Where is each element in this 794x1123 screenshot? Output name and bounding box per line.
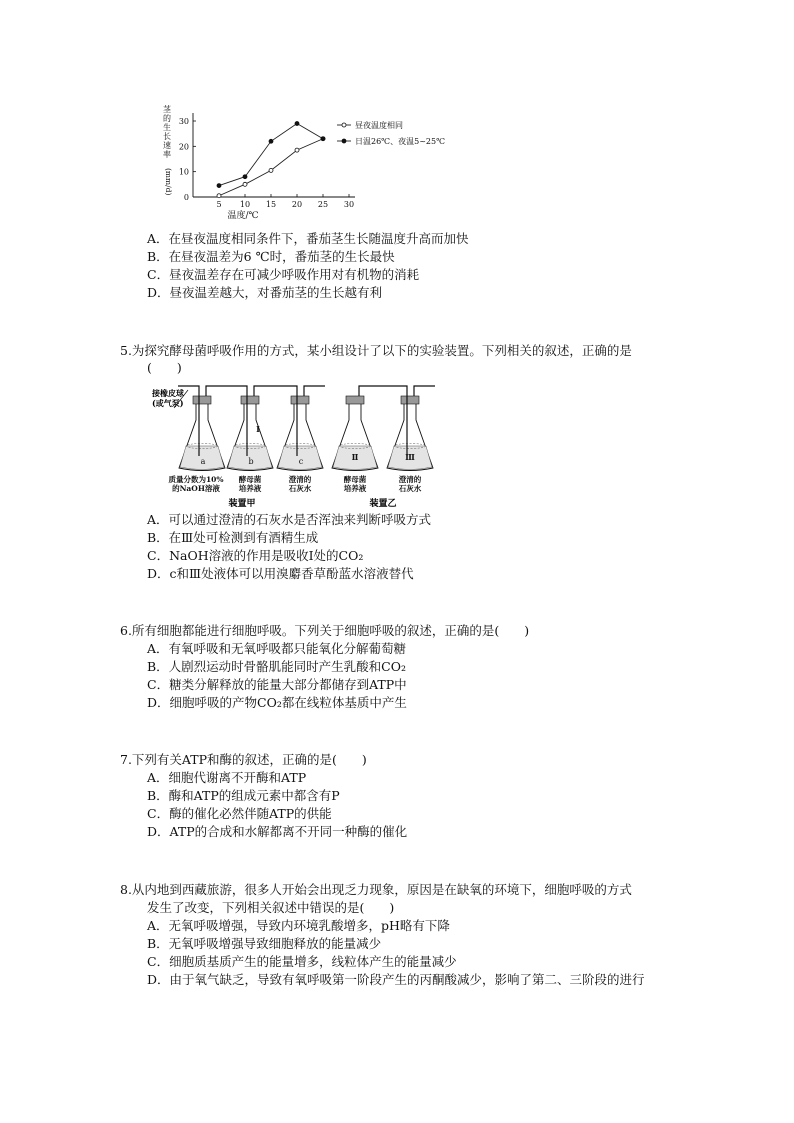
- q5-option-d: D．c和Ⅲ处液体可以用溴麝香草酚蓝水溶液替代: [147, 566, 414, 581]
- caption-4-line1: 酵母菌: [343, 475, 367, 484]
- flask-letter-b: b: [248, 457, 254, 466]
- q5-stem: 5.为探究酵母菌呼吸作用的方式，某小组设计了以下的实验装置。下列相关的叙述，正确的是: [120, 343, 632, 358]
- q6-stem: 6.所有细胞都能进行细胞呼吸。下列关于细胞呼吸的叙述，正确的是( ): [120, 623, 530, 638]
- caption-2-line1: 酵母菌: [238, 475, 262, 484]
- q4-option-c: C．昼夜温差存在可减少呼吸作用对有机物的消耗: [147, 267, 420, 282]
- series-line-1: [219, 139, 323, 196]
- q5-option-b: B．在Ⅲ处可检测到有酒精生成: [147, 530, 319, 545]
- flask-roman-2: Ⅰ: [256, 424, 260, 434]
- pump-label: 接橡皮球: [152, 388, 184, 398]
- q5-option-c: C．NaOH溶液的作用是吸收Ⅰ处的CO₂: [147, 548, 364, 563]
- stopper-4: [346, 396, 364, 404]
- flask-roman-4: Ⅱ: [351, 452, 359, 462]
- q8-option-a: A．无氧呼吸增强，导致内环境乳酸增多，pH略有下降: [147, 918, 450, 933]
- tube-c-outlet: [304, 386, 325, 396]
- pump-label-2: (或气泵): [152, 398, 184, 408]
- y-tick-label: 0: [183, 193, 189, 202]
- caption-3-line2: 石灰水: [288, 484, 312, 493]
- series-line-2: [219, 124, 323, 186]
- q7-option-b: B．酶和ATP的组成元素中都含有P: [147, 788, 340, 803]
- tube-III-outlet: [414, 386, 435, 396]
- stopper-2: [241, 396, 259, 404]
- q7-option-c: C．酶的催化必然伴随ATP的供能: [147, 806, 332, 821]
- legend-marker-1: [342, 123, 346, 127]
- series-1-point: [217, 194, 221, 198]
- x-tick-label: 20: [291, 200, 303, 209]
- x-tick-label: 5: [216, 200, 222, 209]
- series-2-point: [269, 139, 273, 143]
- group-label-jia: 装置甲: [228, 499, 256, 509]
- y-tick-label: 10: [178, 167, 189, 177]
- caption-1-line2: 的NaOH溶液: [172, 484, 220, 493]
- series-1-point: [295, 148, 299, 152]
- caption-5-line2: 石灰水: [398, 484, 422, 493]
- q4-option-a: A．在昼夜温度相同条件下，番茄茎生长随温度升高而加快: [147, 231, 469, 246]
- q6-option-d: D．细胞呼吸的产物CO₂都在线粒体基质中产生: [147, 695, 407, 710]
- q5-stem-bracket: ( ): [147, 360, 182, 375]
- q8-stem-line2: 发生了改变，下列相关叙述中错误的是( ): [147, 900, 395, 915]
- x-tick-label: 25: [317, 200, 329, 209]
- q5-option-a: A．可以通过澄清的石灰水是否浑浊来判断呼吸方式: [147, 512, 432, 527]
- flask-roman-5: Ⅲ: [405, 452, 415, 462]
- chart-series: [217, 122, 325, 198]
- chart-ylabel-unit: (mm/d): [164, 168, 173, 196]
- legend-marker-2: [342, 139, 346, 143]
- x-tick-label: 10: [239, 200, 251, 209]
- caption-1-line1: 质量分数为10%: [168, 475, 224, 484]
- caption-3-line1: 澄清的: [288, 475, 312, 484]
- x-tick-label: 30: [343, 200, 355, 209]
- y-tick-label: 20: [178, 142, 189, 152]
- series-2-point: [295, 122, 299, 126]
- caption-4-line2: 培养液: [343, 484, 367, 493]
- stopper-3: [291, 396, 309, 404]
- flask-letter-a: a: [200, 457, 206, 466]
- group-label-yi: 装置乙: [369, 499, 397, 509]
- chart-ylabel: 茎的生长速率: [163, 105, 171, 159]
- series-2-point: [217, 184, 221, 188]
- q8-option-d: D．由于氧气缺乏，导致有氧呼吸第一阶段产生的丙酮酸减少，影响了第二、三阶段的进行: [147, 972, 645, 987]
- x-tick-label: 15: [265, 200, 277, 209]
- q8-stem: 8.从内地到西藏旅游，很多人开始会出现乏力现象，原因是在缺氧的环境下，细胞呼吸的方式: [120, 882, 632, 897]
- y-tick-label: 30: [178, 117, 189, 126]
- series-1-point: [243, 182, 247, 186]
- legend-label-1: 昼夜温度相同: [355, 121, 403, 130]
- stopper-5: [401, 396, 419, 404]
- stopper-1: [193, 396, 211, 404]
- q7-option-a: A．细胞代谢离不开酶和ATP: [147, 770, 307, 785]
- q6-option-c: C．糖类分解释放的能量大部分都储存到ATP中: [147, 677, 407, 692]
- series-2-point: [321, 137, 325, 141]
- legend-label-2: 日温26℃、夜温5~25℃: [355, 137, 446, 146]
- q6-option-b: B．人剧烈运动时骨骼肌能同时产生乳酸和CO₂: [147, 659, 407, 674]
- chart-legend: [337, 120, 445, 146]
- apparatus-figure: [150, 376, 460, 510]
- caption-5-line1: 澄清的: [398, 475, 422, 484]
- q7-stem: 7.下列有关ATP和酶的叙述，正确的是( ): [120, 752, 367, 767]
- chart-axes: [179, 113, 355, 209]
- q8-option-c: C．细胞质基质产生的能量增多，线粒体产生的能量减少: [147, 954, 457, 969]
- q4-option-d: D．昼夜温差越大，对番茄茎的生长越有利: [147, 285, 383, 300]
- growth-rate-chart: [155, 104, 465, 222]
- caption-2-line2: 培养液: [238, 484, 262, 493]
- series-1-point: [269, 168, 273, 172]
- flask-letter-c: c: [298, 457, 304, 466]
- q6-option-a: A．有氧呼吸和无氧呼吸都只能氧化分解葡萄糖: [147, 641, 407, 656]
- q4-option-b: B．在昼夜温差为6 ℃时，番茄茎的生长最快: [147, 249, 395, 264]
- series-2-point: [243, 175, 247, 179]
- apparatus-flasks: [168, 386, 435, 493]
- chart-xlabel: 温度/℃: [227, 211, 259, 221]
- q7-option-d: D．ATP的合成和水解都离不开同一种酶的催化: [147, 824, 408, 839]
- q8-option-b: B．无氧呼吸增强导致细胞释放的能量减少: [147, 936, 382, 951]
